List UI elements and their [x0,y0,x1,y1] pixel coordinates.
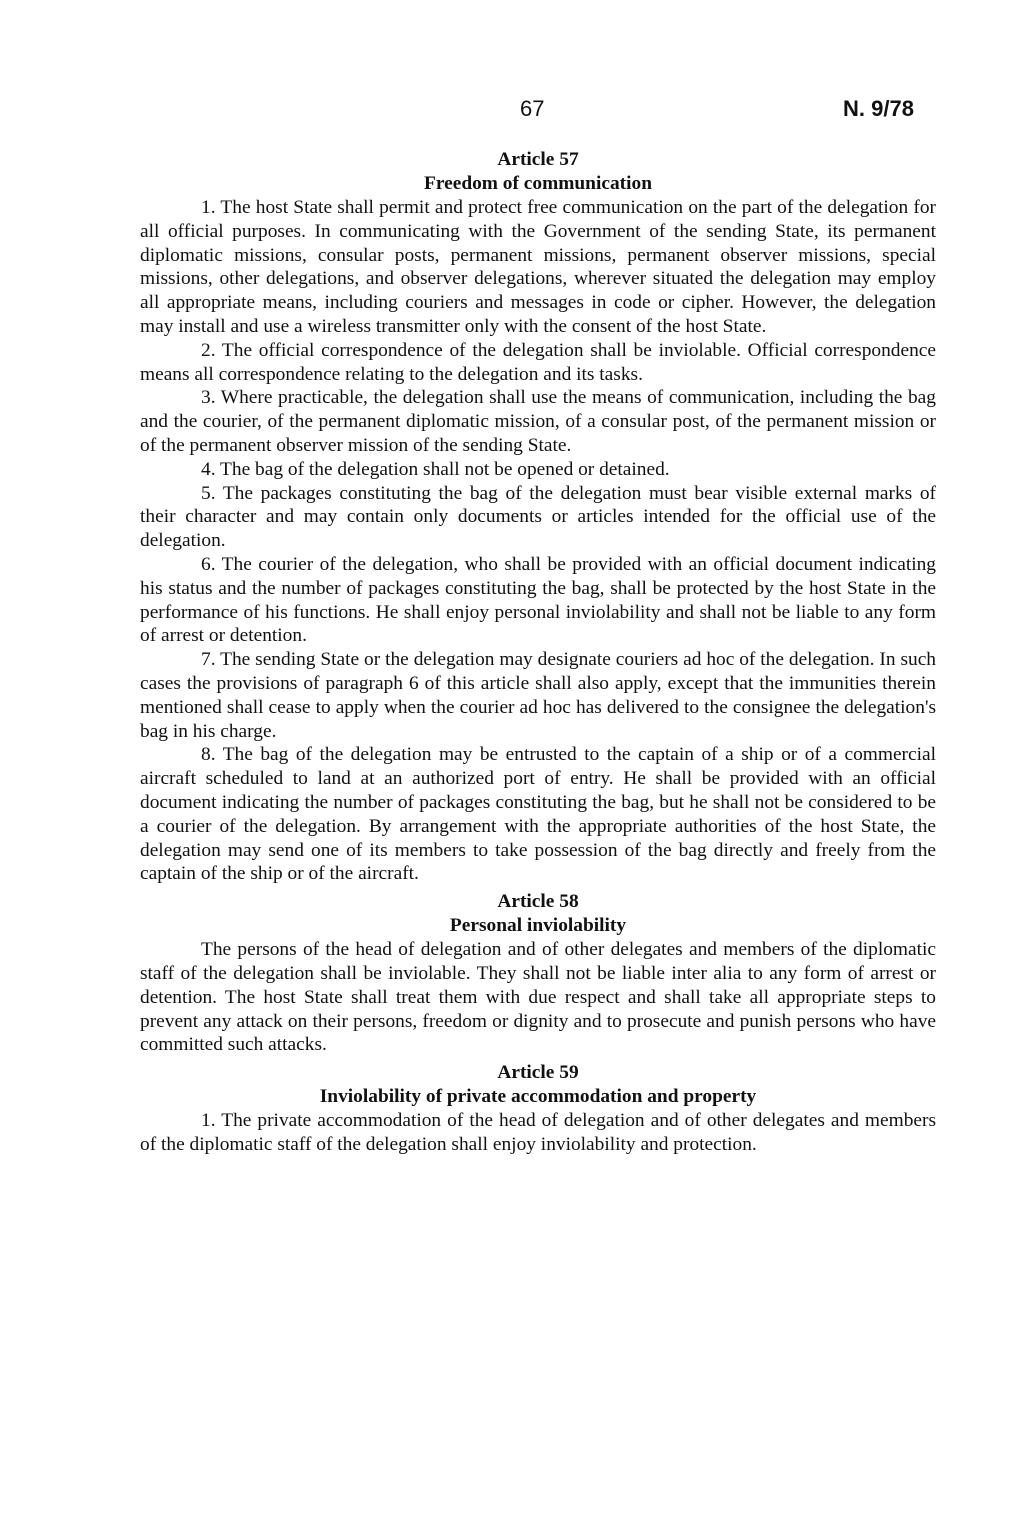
article-heading: Article 57 [497,149,579,170]
paragraph: The persons of the head of delegation and of other delegates and members of the diplomatic staff of the delegation shall be inviolable. They shall not be liable inter alia to any form of arrest or detention. The host State shall treat them with due respect and shall take all appropriate steps to prevent any attack on their persons, freedom or dignity and to prosecute and punish persons who have committed such attacks. [140,939,936,1056]
article-subtitle: Personal inviolability [449,915,627,937]
paragraph: 8. The bag of the delegation may be entrusted to the captain of a ship or of a commercial aircraft scheduled to land at an authorized port of entry. He shall be provided with an official document indicating the number of packages constituting the bag, but he shall not be considered to be a courier of the delegation. By arrangement with the appropriate authorities of the host State, the delegation may send one of its members to take possession of the bag directly and freely from the captain of the ship or of the aircraft. [140,744,936,885]
article-subtitle: Freedom of communication [424,173,652,194]
article-58 [140,890,936,1057]
page-number: 67 [520,96,545,121]
document-reference: N. 9/78 [843,96,914,121]
paragraph: 6. The courier of the delegation, who shall be provided with an official document indicating his status and the number of packages constituting the bag, shall be protected by the host State in the performance of his functions. He shall enjoy personal inviolability and shall not be liable to any form of arrest or detention. [140,553,936,647]
article-heading: Article 59 [497,1062,579,1084]
body-text [140,144,936,1157]
paragraph: 3. Where practicable, the delegation shall use the means of communication, including the bag and the courier, of the permanent diplomatic mission, of a consular post, of the permanent mission or of the permanent observer mission of the sending State. [140,387,936,456]
article-subtitle: Inviolability of private accommodation and property [319,1086,757,1108]
paragraph: 4. The bag of the delegation shall not be opened or detained. [201,458,670,480]
article-heading: Article 58 [497,891,579,913]
article-59 [140,1061,936,1157]
paragraph: 1. The private accommodation of the head of delegation and of other delegates and members of the diplomatic staff of the delegation shall enjoy inviolability and protection. [140,1110,936,1155]
paragraph: 2. The official correspondence of the delegation shall be inviolable. Official correspondence means all correspondence relating to the delegation and its tasks. [140,339,936,385]
paragraph: 5. The packages constituting the bag of the delegation must bear visible external marks of their character and may contain only documents or articles intended for the official use of the delegation. [140,482,936,552]
paragraph: 1. The host State shall permit and protect free communication on the part of the delegation for all official purposes. In communicating with the Government of the sending State, its permanent diplomatic missions, consular posts, permanent missions, permanent observer missions, special missions, other delegations, and observer delegations, wherever situated the delegation may employ all appropriate means, including couriers and messages in code or cipher. However, the delegation may install and use a wireless transmitter only with the consent of the host State. [140,197,936,337]
article-57 [140,148,936,886]
paragraph: 7. The sending State or the delegation may designate couriers ad hoc of the delegation. In such cases the provisions of paragraph 6 of this article shall also apply, except that the immunities therein mentioned shall cease to apply when the courier ad hoc has delivered to the consignee the delegation's bag in his charge. [140,649,936,742]
